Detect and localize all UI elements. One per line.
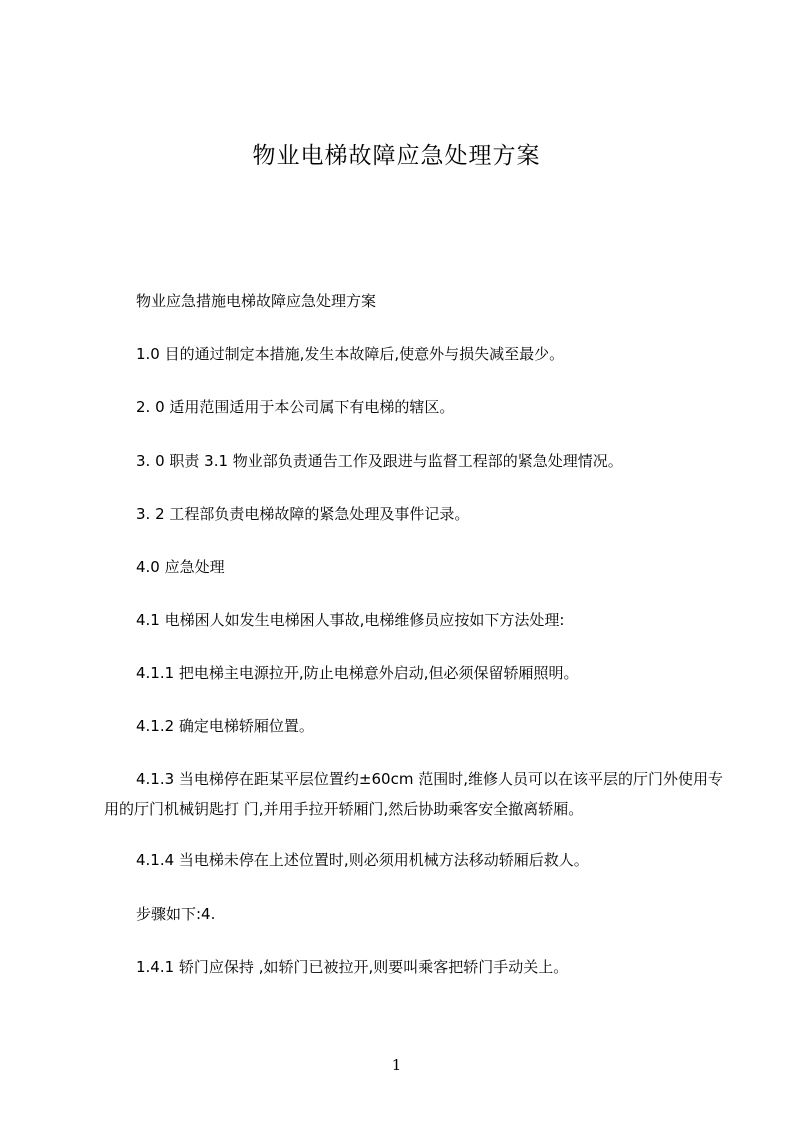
paragraph-landing-door: 4.1.3 当电梯停在距某平层位置约±60cm 范围时,维修人员可以在该平层的厅门外使用专用的厅门机械钥匙打 门,并用手拉开轿厢门,然后协助乘客安全撤离轿厢。 [104, 770, 723, 818]
paragraph-scope: 2. 0 适用范围适用于本公司属下有电梯的辖区。 [136, 398, 455, 416]
document-title: 物业电梯故障应急处理方案 [252, 143, 541, 169]
paragraph-steps: 步骤如下:4. [136, 905, 216, 923]
paragraph-responsibility: 3. 0 职责 3.1 物业部负责通告工作及跟进与监督工程部的紧急处理情况。 [136, 452, 623, 470]
paragraph-emergency-heading: 4.0 应急处理 [136, 558, 225, 576]
paragraph-engineering: 3. 2 工程部负责电梯故障的紧急处理及事件记录。 [136, 505, 470, 523]
paragraph-mechanical-move: 4.1.4 当电梯未停在上述位置时,则必须用机械方法移动轿厢后救人。 [136, 851, 589, 869]
paragraph-power-off: 4.1.1 把电梯主电源拉开,防止电梯意外启动,但必须保留轿厢照明。 [136, 664, 579, 682]
page-number: 1 [391, 1056, 402, 1074]
paragraph-car-door: 1.4.1 轿门应保持 ,如轿门已被拉开,则要叫乘客把轿门手动关上。 [136, 958, 569, 976]
paragraph-purpose: 1.0 目的通过制定本措施,发生本故障后,使意外与损失减至最少。 [136, 345, 565, 363]
paragraph-car-position: 4.1.2 确定电梯轿厢位置。 [136, 717, 314, 735]
paragraph-trapped: 4.1 电梯困人如发生电梯困人事故,电梯维修员应按如下方法处理: [136, 611, 565, 629]
paragraph-intro: 物业应急措施电梯故障应急处理方案 [136, 292, 377, 310]
